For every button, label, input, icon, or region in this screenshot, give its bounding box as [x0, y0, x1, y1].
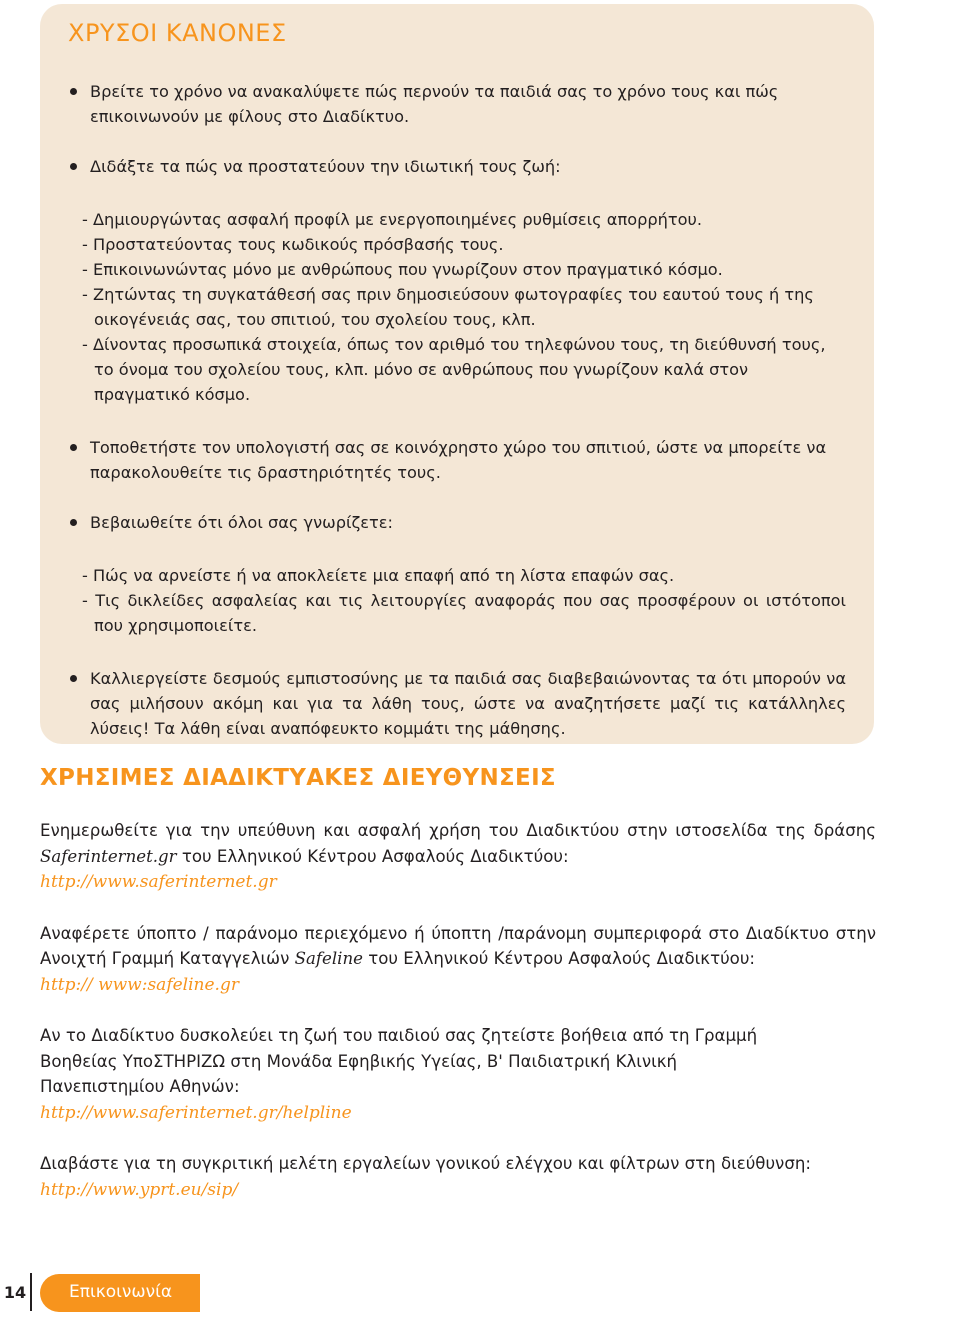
footer-section-label: Επικοινωνία — [69, 1282, 173, 1302]
useful-addresses — [40, 818, 876, 1203]
golden-rules-title: ΧΡΥΣΟΙ ΚΑΝΟΝΕΣ — [68, 19, 287, 47]
rule-bullet-5: Καλλιεργείστε δεσμούς εμπιστοσύνης με τα παιδιά σας διαβεβαιώνοντας τα ότι μπορούν να σας μιλήσουν ακόμη και για τα λάθη τους, ώστε να αναζητήσετε μαζί τις κατάλληλες λύσεις! Τα λάθη είναι αναπόφευκτο κομμάτι της μάθησης. — [68, 666, 846, 741]
footer-divider — [30, 1273, 32, 1311]
bullet-icon — [70, 519, 77, 526]
sub-item: - Προστατεύοντας τους κωδικούς πρόσβασής τους. — [82, 235, 504, 254]
sub-item: - Ζητώντας τη συγκατάθεσή σας πριν δημοσιεύσουν φωτογραφίες του εαυτού τους ή της οικογένειάς σας, του σπιτιού, του σχολείου τους, κλπ. — [82, 285, 814, 329]
golden-rules-box — [40, 4, 874, 744]
rule-bullet-4: Βεβαιωθείτε ότι όλοι σας γνωρίζετε: — [68, 510, 846, 535]
bullet-icon — [70, 675, 77, 682]
saferinternet-link[interactable]: http://www.saferinternet.gr — [40, 872, 277, 892]
sub-item: - Δίνοντας προσωπικά στοιχεία, όπως τον αριθμό του τηλεφώνου τους, τη διεύθυνσή τους, το όνομα του σχολείου τους, κλπ. μόνο σε ανθρώπους που γνωρίζουν καλά στον πραγματικό κόσμο. — [82, 335, 826, 404]
sub-item: - Πώς να αρνείστε ή να αποκλείετε μια επαφή από τη λίστα επαφών σας. — [82, 566, 675, 585]
address-paragraph-1: Ενημερωθείτε για την υπεύθυνη και ασφαλή χρήση του Διαδικτύου στην ιστοσελίδα της δράσης Saferinternet.gr του Ελληνικού Κέντρου Ασφαλούς Διαδικτύου: http://www.saferinternet.gr — [40, 821, 876, 892]
sub-item: - Δημιουργώντας ασφαλή προφίλ με ενεργοποιημένες ρυθμίσεις απορρήτου. — [82, 210, 703, 229]
rule-bullet-1: Βρείτε το χρόνο να ανακαλύψετε πώς περνούν τα παιδιά σας το χρόνο τους και πώς επικοινωνούν με φίλους στο Διαδίκτυο. — [68, 79, 846, 129]
address-paragraph-3: Αν το Διαδίκτυο δυσκολεύει τη ζωή του παιδιού σας ζητείστε βοήθεια από τη Γραμμή Βοηθείας ΥποΣΤΗΡΙΖΩ στη Μονάδα Εφηβικής Υγείας, Β' Παιδιατρική Κλινική Πανεπιστημίου Αθηνών: http://www.saferinternet.gr/helpline — [40, 1026, 758, 1123]
rule-bullet-3: Τοποθετήστε τον υπολογιστή σας σε κοινόχρηστο χώρο του σπιτιού, ώστε να μπορείτε να παρακολουθείτε τις δραστηριότητές τους. — [68, 435, 846, 485]
address-paragraph-2: Αναφέρετε ύποπτο / παράνομο περιεχόμενο ή ύποπτη /παράνομη συμπεριφορά στο Διαδίκτυο στην Ανοιχτή Γραμμή Καταγγελιών Safeline του Ελληνικού Κέντρου Ασφαλούς Διαδικτύου: http:// www:safeline.gr — [40, 923, 876, 995]
helpline-link[interactable]: http://www.saferinternet.gr/helpline — [40, 1102, 352, 1123]
yprt-link[interactable]: http://www.yprt.eu/sip/ — [40, 1179, 239, 1200]
safeline-link[interactable]: http:// www:safeline.gr — [40, 974, 239, 995]
bullet-icon — [70, 444, 77, 451]
rule-4-sublist — [68, 563, 846, 638]
sub-item: - Τις δικλείδες ασφαλείας και τις λειτουργίες αναφοράς που σας προσφέρουν οι ιστότοποι που χρησιμοποιείτε. — [82, 591, 846, 635]
useful-addresses-title: ΧΡΗΣΙΜΕΣ ΔΙΑΔΙΚΤΥΑΚΕΣ ΔΙΕΥΘΥΝΣΕΙΣ — [40, 765, 556, 791]
bullet-icon — [70, 88, 77, 95]
rule-2-sublist — [68, 207, 846, 407]
address-paragraph-4: Διαβάστε για τη συγκριτική μελέτη εργαλείων γονικού ελέγχου και φίλτρων στη διεύθυνση: http://www.yprt.eu/sip/ — [40, 1154, 811, 1200]
sub-item: - Επικοινωνώντας μόνο με ανθρώπους που γνωρίζουν στον πραγματικό κόσμο. — [82, 260, 723, 279]
bullet-icon — [70, 163, 77, 170]
page-number: 14 — [3, 1282, 27, 1302]
rule-bullet-2: Διδάξτε τα πώς να προστατεύουν την ιδιωτική τους ζωή: — [68, 154, 846, 179]
